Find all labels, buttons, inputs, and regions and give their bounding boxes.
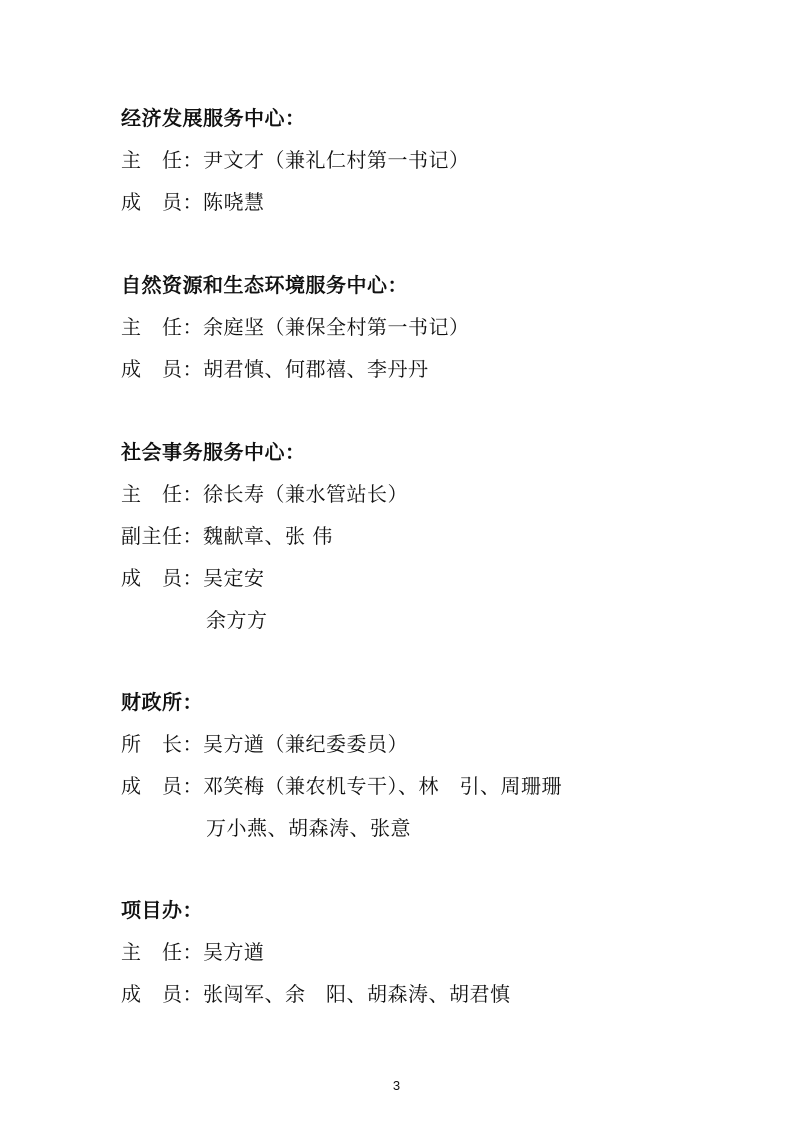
- section-line: 成 员：陈哓慧: [121, 190, 265, 214]
- section-line: 主 任：余庭坚（兼保全村第一书记）: [121, 315, 470, 339]
- section-heading-project-office: 项目办：: [121, 898, 203, 922]
- section-line: 副主任：魏献章、张 伟: [121, 524, 333, 548]
- section-heading-finance-office: 财政所：: [121, 690, 203, 714]
- section-heading-economic: 经济发展服务中心：: [121, 106, 306, 130]
- section-line: 主 任：尹文才（兼礼仁村第一书记）: [121, 148, 470, 172]
- section-line: 所 长：吴方遒（兼纪委委员）: [121, 732, 408, 756]
- section-heading-natural-resources: 自然资源和生态环境服务中心：: [121, 273, 408, 297]
- section-line: 成 员：胡君慎、何郡禧、李丹丹: [121, 357, 429, 381]
- section-line: 成 员：吴定安: [121, 566, 265, 590]
- section-line: 主 任：徐长寿（兼水管站长）: [121, 482, 408, 506]
- section-line: 成 员：张闯军、余 阳、胡森涛、胡君慎: [121, 982, 511, 1006]
- page-number: 3: [392, 1078, 401, 1093]
- section-line-continuation: 万小燕、胡森涛、张意: [206, 816, 411, 840]
- section-line-continuation: 余方方: [206, 608, 268, 632]
- section-heading-social-affairs: 社会事务服务中心：: [121, 440, 306, 464]
- section-line: 主 任：吴方遒: [121, 940, 265, 964]
- section-line: 成 员：邓笑梅（兼农机专干）、林 引、周珊珊: [121, 774, 562, 798]
